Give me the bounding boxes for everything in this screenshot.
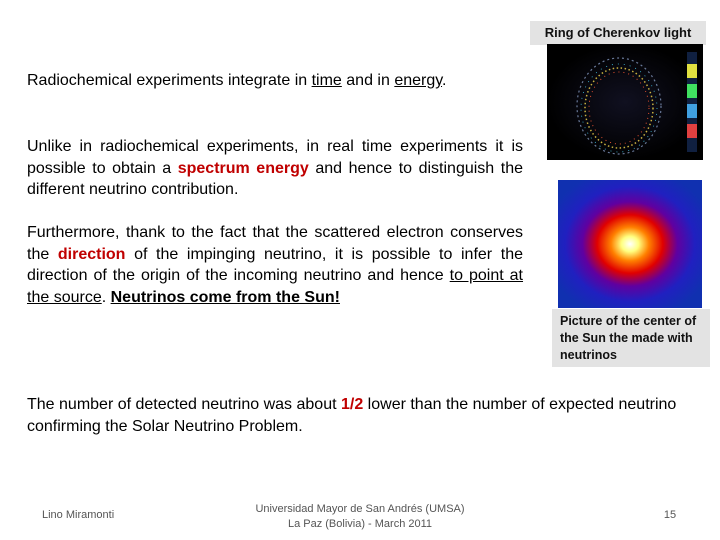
- page-number: 15: [663, 509, 677, 521]
- cherenkov-ring-icon: [547, 44, 703, 160]
- footer-institution-line1: Universidad Mayor de San Andrés (UMSA): [255, 503, 465, 515]
- cherenkov-label: Ring of Cherenkov light: [530, 21, 706, 45]
- footer-author: Lino Miramonti: [42, 509, 115, 521]
- sun-caption: Picture of the center of the Sun the made with neutrinos: [552, 309, 710, 367]
- paragraph-real-time: Unlike in radiochemical experiments, in real time experiments it is possible to obtain a spectrum energy and hence to distinguish the different neutrino contribution.: [27, 138, 524, 198]
- footer-institution-line2: La Paz (Bolivia) - March 2011: [287, 518, 433, 530]
- paragraph-direction: Furthermore, thank to the fact that the scattered electron conserves the direction of the impinging neutrino, it is possible to infer the direction of the origin of the incoming neutrino and hence to point at the source. Neutrinos come from the Sun!: [27, 224, 524, 306]
- paragraph-radiochemical: Radiochemical experiments integrate in time and in energy.: [27, 72, 447, 89]
- cherenkov-ring-image: [547, 44, 703, 160]
- neutrino-sun-image: [558, 180, 702, 308]
- paragraph-conclusion: The number of detected neutrino was about 1/2 lower than the number of expected neutrino confirming the Solar Neutrino Problem.: [27, 396, 677, 435]
- footer-institution: [250, 502, 470, 532]
- neutrino-sun-icon: [558, 180, 702, 308]
